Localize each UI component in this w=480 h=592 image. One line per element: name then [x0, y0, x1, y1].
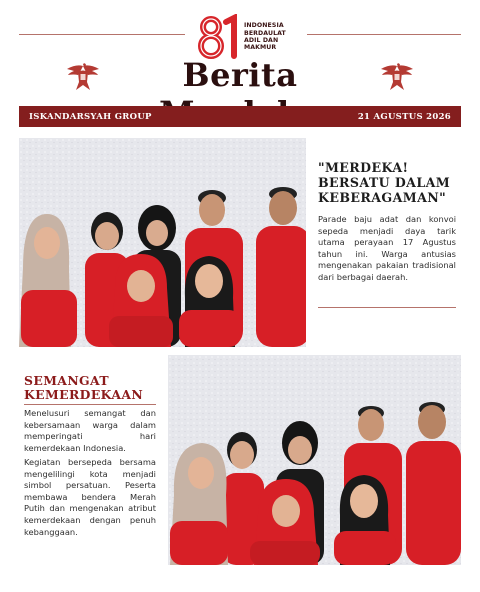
motto-line: INDONESIA: [244, 22, 284, 30]
masthead-title: Berita: [182, 56, 298, 94]
logo-81-icon: [196, 14, 240, 60]
article1-headline: "MERDEKA! BERSATU DALAM KEBERAGAMAN": [318, 160, 451, 205]
article1-divider: [318, 307, 456, 308]
article2-title: SEMANGAT KEMERDEKAAN: [24, 373, 144, 402]
article2-intro: Menelusuri semangat dan kebersamaan warga dalam memperingati hari kemerdekaan Indonesia.: [24, 408, 156, 453]
anniversary-logo: [196, 14, 306, 60]
header-rule-left: [19, 34, 185, 35]
logo-motto: [244, 22, 286, 52]
article2-body: Kegiatan bersepeda bersama mengelilingi kota menjadi simbol persatuan. Peserta membawa bendera Merah Putih dan mengenakan atribut kemerdekaan dengan penuh kebanggaan.: [24, 457, 156, 537]
header-rule-right: [307, 34, 461, 35]
garuda-icon: [379, 60, 415, 92]
article1-photo: [19, 138, 306, 347]
publication-date: 21 AGUSTUS 2026: [357, 111, 451, 122]
motto-line: BERDAULAT: [244, 29, 286, 37]
publisher-name: ISKANDARSYAH GROUP: [29, 111, 152, 122]
article2-divider: [24, 404, 156, 405]
motto-line: ADIL DAN: [244, 37, 279, 44]
garuda-icon: [65, 60, 101, 92]
motto-line: MAKMUR: [244, 44, 277, 52]
article1-body: Parade baju adat dan konvoi sepeda menjadi daya tarik utama perayaan 17 Agustus tahun ini. Warga antusias mengenakan pakaian tradisional dari berbagai daerah.: [318, 214, 456, 282]
publication-bar: [19, 106, 461, 127]
article2-photo: [168, 355, 461, 565]
